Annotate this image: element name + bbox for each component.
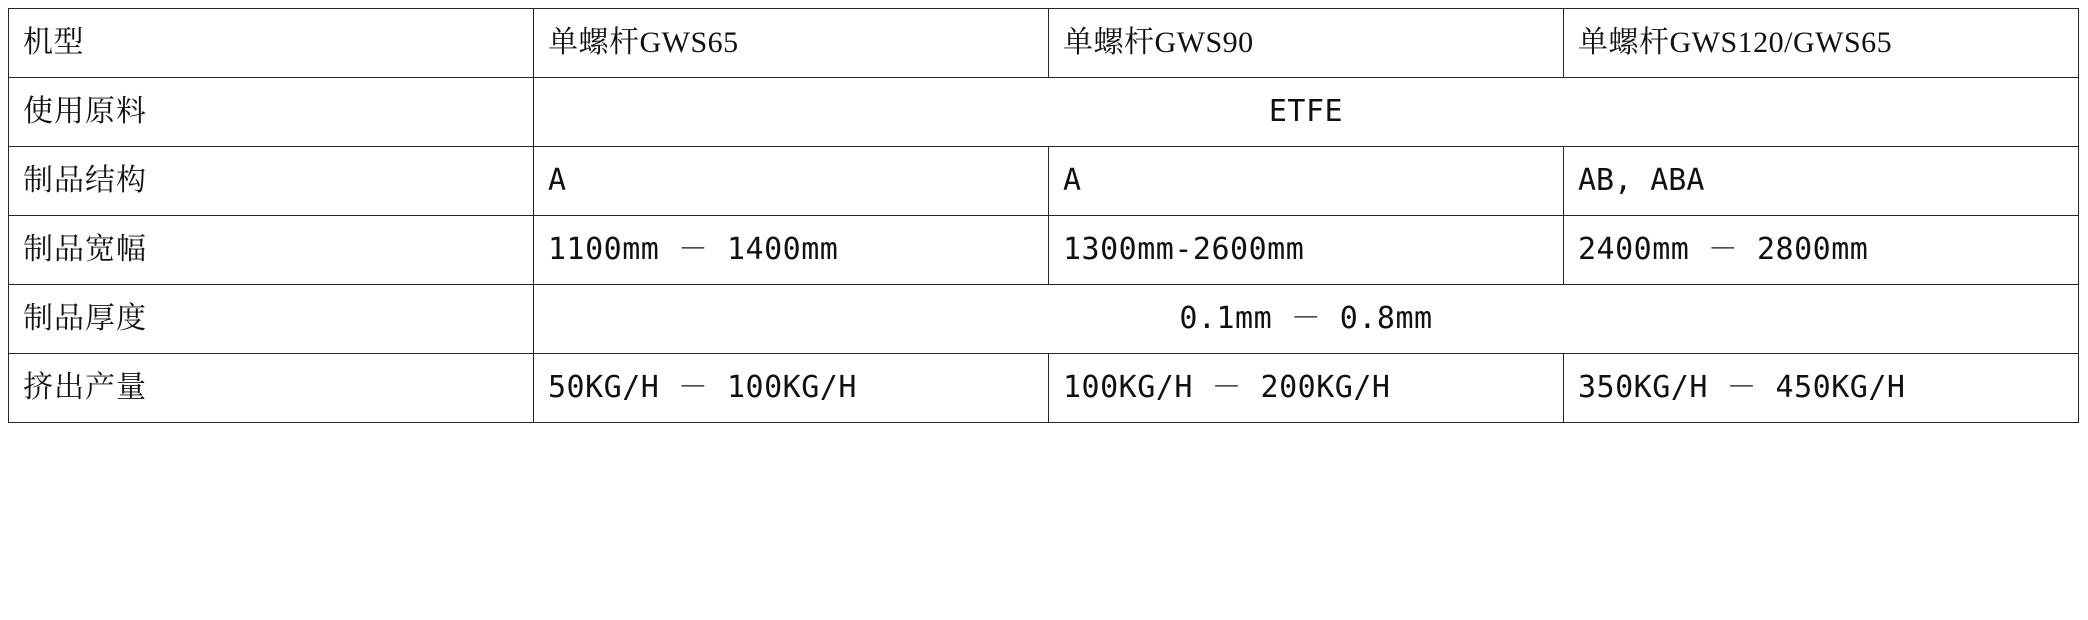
- row-value-structure-gws90: A: [1049, 147, 1564, 216]
- row-value-thickness: 0.1mm － 0.8mm: [534, 285, 2079, 354]
- row-label-width: 制品宽幅: [9, 216, 534, 285]
- column-header-gws90: 单螺杆GWS90: [1049, 9, 1564, 78]
- row-label-output: 挤出产量: [9, 354, 534, 423]
- table-row: [9, 285, 2079, 354]
- row-value-width-gws90: 1300mm-2600mm: [1049, 216, 1564, 285]
- row-value-width-gws65: 1100mm － 1400mm: [534, 216, 1049, 285]
- column-header-gws65: 单螺杆GWS65: [534, 9, 1049, 78]
- table-row: [9, 78, 2079, 147]
- row-label-structure: 制品结构: [9, 147, 534, 216]
- row-value-structure-gws120: AB, ABA: [1564, 147, 2079, 216]
- row-value-output-gws120: 350KG/H － 450KG/H: [1564, 354, 2079, 423]
- column-header-gws120: 单螺杆GWS120/GWS65: [1564, 9, 2079, 78]
- row-value-output-gws65: 50KG/H － 100KG/H: [534, 354, 1049, 423]
- row-label-material: 使用原料: [9, 78, 534, 147]
- row-value-material: ETFE: [534, 78, 2079, 147]
- table-row: [9, 354, 2079, 423]
- table-row: [9, 147, 2079, 216]
- table-row-header: [9, 9, 2079, 78]
- row-value-output-gws90: 100KG/H － 200KG/H: [1049, 354, 1564, 423]
- row-label-thickness: 制品厚度: [9, 285, 534, 354]
- row-value-structure-gws65: A: [534, 147, 1049, 216]
- table-row: [9, 216, 2079, 285]
- row-value-width-gws120: 2400mm － 2800mm: [1564, 216, 2079, 285]
- column-header-model: 机型: [9, 9, 534, 78]
- specification-table: [8, 8, 2079, 423]
